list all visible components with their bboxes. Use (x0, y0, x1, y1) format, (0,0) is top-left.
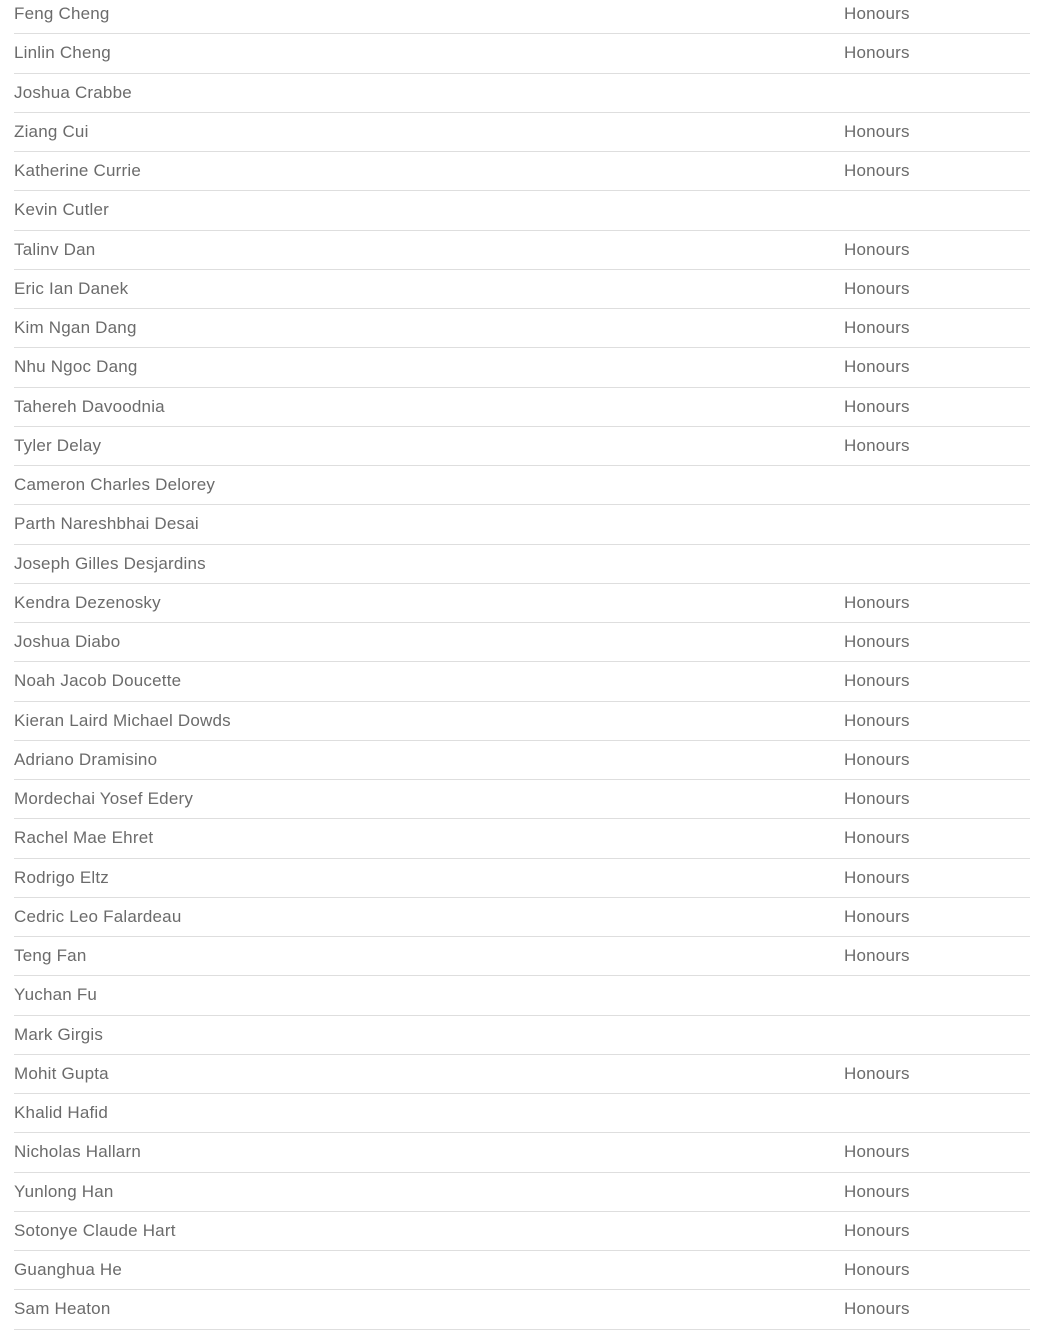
graduate-name: Yunlong Han (14, 1181, 114, 1201)
graduate-name: Kieran Laird Michael Dowds (14, 710, 231, 730)
list-item (14, 0, 1030, 34)
list-item (14, 113, 1030, 152)
graduate-name: Cameron Charles Delorey (14, 475, 216, 495)
graduate-name: Sam Heaton (14, 1299, 111, 1319)
graduate-name: Teng Fan (14, 946, 87, 966)
list-item (14, 819, 1030, 858)
honours-label: Honours (844, 632, 910, 652)
list-item (14, 937, 1030, 976)
graduate-name: Katherine Currie (14, 161, 141, 181)
graduate-name: Yuchan Fu (14, 985, 98, 1005)
graduate-name: Talinv Dan (14, 239, 96, 259)
list-item (14, 152, 1030, 191)
graduate-name: Rachel Mae Ehret (14, 828, 154, 848)
graduate-name: Ziang Cui (14, 121, 89, 141)
list-item (14, 859, 1030, 898)
honours-label: Honours (844, 749, 910, 769)
graduate-name: Cedric Leo Falardeau (14, 906, 182, 926)
honours-label: Honours (844, 435, 910, 455)
honours-label: Honours (844, 592, 910, 612)
honours-label: Honours (844, 789, 910, 809)
honours-label: Honours (844, 357, 910, 377)
list-item (14, 1016, 1030, 1055)
graduate-name: Sotonye Claude Hart (14, 1220, 176, 1240)
list-item (14, 309, 1030, 348)
honours-label: Honours (844, 906, 910, 926)
honours-label: Honours (844, 1220, 910, 1240)
graduate-name: Khalid Hafid (14, 1103, 109, 1123)
honours-label: Honours (844, 867, 910, 887)
graduate-name: Linlin Cheng (14, 43, 111, 63)
list-item (14, 584, 1030, 623)
honours-label: Honours (844, 278, 910, 298)
graduate-name: Joseph Gilles Desjardins (14, 553, 206, 573)
list-item (14, 348, 1030, 387)
list-item (14, 1055, 1030, 1094)
list-item (14, 702, 1030, 741)
list-item (14, 1251, 1030, 1290)
graduate-name: Feng Cheng (14, 4, 110, 24)
honours-label: Honours (844, 161, 910, 181)
honours-label: Honours (844, 671, 910, 691)
graduate-name: Tahereh Davoodnia (14, 396, 165, 416)
graduate-name: Mark Girgis (14, 1024, 104, 1044)
honours-label: Honours (844, 828, 910, 848)
honours-label: Honours (844, 946, 910, 966)
list-item (14, 623, 1030, 662)
graduate-name: Nhu Ngoc Dang (14, 357, 138, 377)
honours-label: Honours (844, 239, 910, 259)
graduate-name: Kevin Cutler (14, 200, 109, 220)
graduate-name: Kendra Dezenosky (14, 592, 161, 612)
list-item (14, 74, 1030, 113)
list-item (14, 1133, 1030, 1172)
honours-label: Honours (844, 318, 910, 338)
list-item (14, 388, 1030, 427)
graduate-name: Rodrigo Eltz (14, 867, 109, 887)
list-item (14, 898, 1030, 937)
graduate-name: Joshua Crabbe (14, 82, 132, 102)
graduate-name: Nicholas Hallarn (14, 1142, 141, 1162)
graduate-name: Guanghua He (14, 1260, 123, 1280)
honours-label: Honours (844, 4, 910, 24)
list-item (14, 545, 1030, 584)
list-item (14, 976, 1030, 1015)
honours-label: Honours (844, 43, 910, 63)
honours-label: Honours (844, 710, 910, 730)
list-item (14, 1212, 1030, 1251)
list-item (14, 466, 1030, 505)
honours-label: Honours (844, 1142, 910, 1162)
list-item (14, 191, 1030, 230)
list-item (14, 34, 1030, 73)
list-item (14, 662, 1030, 701)
list-item (14, 1290, 1030, 1329)
honours-label: Honours (844, 1181, 910, 1201)
honours-label: Honours (844, 1260, 910, 1280)
graduate-name: Eric Ian Danek (14, 278, 129, 298)
graduate-name: Mohit Gupta (14, 1063, 109, 1083)
list-item (14, 505, 1030, 544)
graduate-name: Joshua Diabo (14, 632, 121, 652)
graduate-name: Mordechai Yosef Edery (14, 789, 194, 809)
list-item (14, 1094, 1030, 1133)
graduate-name: Parth Nareshbhai Desai (14, 514, 199, 534)
list-item (14, 1173, 1030, 1212)
honours-label: Honours (844, 121, 910, 141)
list-item (14, 270, 1030, 309)
graduate-list (14, 0, 1030, 1330)
graduate-name: Noah Jacob Doucette (14, 671, 182, 691)
graduate-name: Tyler Delay (14, 435, 102, 455)
graduate-name: Kim Ngan Dang (14, 318, 137, 338)
honours-label: Honours (844, 1063, 910, 1083)
graduate-name: Adriano Dramisino (14, 749, 158, 769)
honours-label: Honours (844, 396, 910, 416)
list-item (14, 780, 1030, 819)
honours-label: Honours (844, 1299, 910, 1319)
list-item (14, 427, 1030, 466)
list-item (14, 741, 1030, 780)
list-item (14, 231, 1030, 270)
